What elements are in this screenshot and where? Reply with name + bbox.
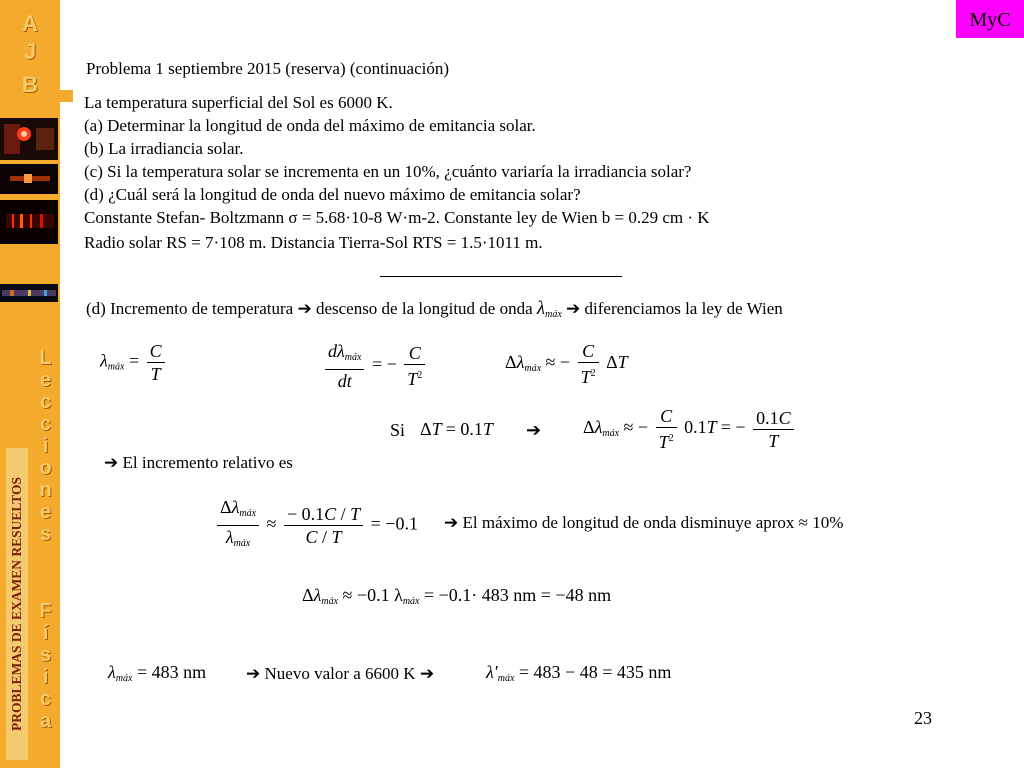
page-number: 23 bbox=[914, 708, 932, 728]
side-title-letter: i bbox=[42, 666, 49, 688]
new-lambda: = 483 − 48 = 435 nm bbox=[518, 662, 672, 682]
side-title-letter: F bbox=[39, 600, 52, 622]
page-title: Problema 1 septiembre 2015 (reserva) (continuación) bbox=[86, 59, 450, 78]
derivative-formula: $\frac{d\lambda_{máx}}{dt}$ = − $\frac{C}{T^2}$ bbox=[322, 340, 428, 392]
logo-letter-a: A bbox=[22, 11, 38, 36]
logo-letter-b: B bbox=[22, 72, 38, 97]
statement-line: (b) La irradiancia solar. bbox=[84, 139, 244, 158]
conclusion-text: ➔ El máximo de longitud de onda disminuye aprox ≈ 10% bbox=[444, 513, 844, 532]
spectrum-photo bbox=[0, 164, 58, 194]
side-title-letter: a bbox=[39, 710, 52, 732]
logo-letter-j: J bbox=[23, 39, 37, 64]
side-title-letter: n bbox=[39, 479, 52, 501]
side-title-letter: c bbox=[39, 391, 52, 413]
delta-result: ≈ −0.1 λ bbox=[342, 585, 403, 605]
separator-line bbox=[380, 276, 622, 277]
new-value-label: ➔ Nuevo valor a 6600 K ➔ bbox=[246, 664, 435, 683]
side-title-letter: e bbox=[39, 369, 52, 391]
wien-law-formula: $\lambda_{máx}$ = $\frac{C}{T}$ bbox=[100, 340, 168, 385]
statement-line: (d) ¿Cuál será la longitud de onda del nuevo máximo de emitancia solar? bbox=[84, 185, 581, 204]
myc-badge: MyC bbox=[956, 0, 1024, 38]
delta-t-formula: ΔT = 0.1T bbox=[420, 419, 493, 439]
statement-line: Radio solar RS = 7·108 m. Distancia Tierra-Sol RTS = 1.5·1011 m. bbox=[84, 233, 543, 252]
statement-line: Constante Stefan- Boltzmann σ = 5.68·10-8 W·m-2. Constante ley de Wien b = 0.29 cm · K bbox=[84, 208, 710, 227]
relative-formula: $\frac{\Delta\lambda_{máx}}{\lambda_{máx}}$ ≈ $\frac{- 0.1C / T}{C / T}$ = −0.1 bbox=[214, 496, 418, 555]
side-title-letter: L bbox=[39, 347, 52, 369]
vertical-banner bbox=[6, 448, 28, 760]
title-marker bbox=[60, 90, 73, 102]
lambda-subscript: máx bbox=[545, 309, 562, 320]
side-title-letter: c bbox=[39, 688, 52, 710]
statement-line: La temperatura superficial del Sol es 6000 K. bbox=[84, 93, 393, 112]
si-label: Si bbox=[390, 420, 406, 440]
intro-text: ➔ diferenciamos la ley de Wien bbox=[561, 299, 783, 318]
delta-value: = −0.1· 483 nm = −48 nm bbox=[423, 585, 612, 605]
solution-intro: (d) Incremento de temperatura ➔ descenso de la longitud de onda $\lambda_{máx}$ ➔ diferenciamos la ley de Wien bbox=[86, 298, 783, 320]
lambda-value: = 483 nm bbox=[136, 662, 207, 682]
intro-text: (d) Incremento de temperatura ➔ descenso de la longitud de onda bbox=[86, 299, 537, 318]
side-title-letter: í bbox=[42, 622, 49, 644]
lamp-photo bbox=[0, 118, 58, 160]
delta-lambda-formula: $\Delta\lambda_{máx}$ ≈ − $\frac{C}{T^2}$ 0.1T = − $\frac{0.1C}{T}$ bbox=[583, 405, 797, 453]
delta-approx-formula: $\Delta\lambda_{máx}$ ≈ − $\frac{C}{T^2}$ ΔT bbox=[505, 341, 628, 387]
spectrum-lines-photo bbox=[0, 200, 58, 244]
side-title-letter: s bbox=[39, 523, 52, 545]
delta-lambda-value: $\Delta\lambda_{máx} \approx -0.1$ $\lambda_{máx} = -0.1\cdot 483$ nm = −48 nm bbox=[302, 585, 612, 607]
side-title-letter: c bbox=[39, 413, 52, 435]
side-title-letter: e bbox=[39, 501, 52, 523]
side-title-letter: o bbox=[39, 457, 52, 479]
statement-line: (c) Si la temperatura solar se incrementa en un 10%, ¿cuánto variaría la irradiancia solar? bbox=[84, 162, 692, 181]
lambda-max-value: $\lambda_{máx} = 483$ nm bbox=[108, 662, 207, 684]
statement-line: (a) Determinar la longitud de onda del máximo de emitancia solar. bbox=[84, 116, 536, 135]
side-title-letter: s bbox=[39, 644, 52, 666]
vertical-banner-text: PROBLEMAS DE EXAMEN RESUELTOS bbox=[9, 477, 24, 731]
side-title-letter: i bbox=[42, 435, 49, 457]
new-lambda-value: $\lambda'_{máx} = 483 - 48 = 435$ nm bbox=[486, 662, 672, 684]
arrow-icon: ➔ bbox=[526, 420, 542, 440]
relative-increment-label: ➔ El incremento relativo es bbox=[104, 453, 293, 472]
sidebar bbox=[0, 0, 60, 768]
spectrum-band-photo bbox=[0, 284, 58, 302]
